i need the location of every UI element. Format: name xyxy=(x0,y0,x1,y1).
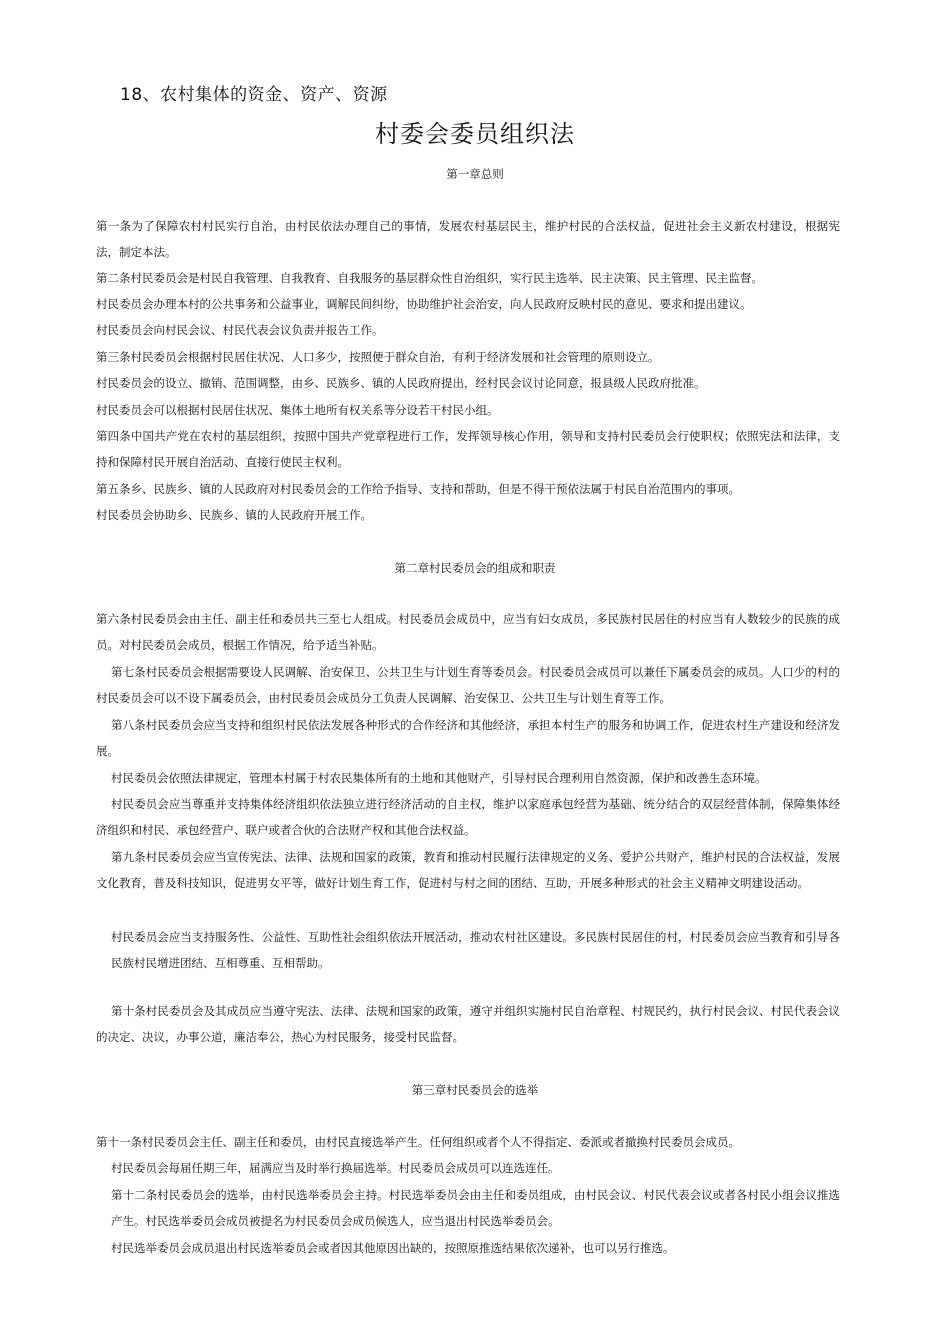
paragraph: 村民委员会办理本村的公共事务和公益事业，调解民间纠纷，协助维护社会治安，向人民政府反映村民的意见、要求和提出建议。 xyxy=(96,297,752,311)
paragraph: 第一条为了保障农村村民实行自治，由村民依法办理自己的事情，发展农村基层民主，维护村民的合法权益，促进社会主义新农村建设，根据宪法，制定本法。 xyxy=(96,219,840,259)
paragraph: 第六条村民委员会由主任、副主任和委员共三至七人组成。村民委员会成员中，应当有妇女成员，多民族村民居住的村应当有人数较少的民族的成员。对村民委员会成员，根据工作情况，给予适当补贴。 xyxy=(96,612,840,652)
paragraph: 村民委员会的设立、撤销、范围调整，由乡、民族乡、镇的人民政府提出，经村民会议讨论同意，报县级人民政府批准。 xyxy=(96,376,706,390)
paragraph: 第五条乡、民族乡、镇的人民政府对村民委员会的工作给予指导、支持和帮助，但是不得干预依法属于村民自治范围内的事项。 xyxy=(96,482,740,496)
paragraph: 第十条村民委员会及其成员应当遵守宪法、法律、法规和国家的政策，遵守并组织实施村民自治章程、村规民约，执行村民会议、村民代表会议的决定、决议，办事公道，廉洁奉公，热心为村民服务，接受村民监督。 xyxy=(96,1004,840,1044)
paragraph: 村民委员会应当支持服务性、公益性、互助性社会组织依法开展活动，推动农村社区建设。多民族村民居住的村，村民委员会应当教育和引导各民族村民增进团结、互相尊重、互相帮助。 xyxy=(111,930,840,970)
paragraph: 村民选举委员会成员退出村民选举委员会或者因其他原因出缺的，按照原推选结果依次递补，也可以另行推选。 xyxy=(111,1241,675,1255)
chapter-heading: 第三章村民委员会的选举 xyxy=(411,1083,539,1097)
paragraph: 第三条村民委员会根据村民居住状况、人口多少，按照便于群众自治，有利于经济发展和社会管理的原则设立。 xyxy=(96,350,660,364)
paragraph: 第九条村民委员会应当宣传宪法、法律、法规和国家的政策，教育和推动村民履行法律规定的义务、爱护公共财产，维护村民的合法权益，发展文化教育，普及科技知识，促进男女平等，做好计划生育工作，促进村与村之间的团结、互助，开展多种形式的社会主义精神文明建设活动。 xyxy=(96,850,840,890)
paragraph: 村民委员会依照法律规定，管理本村属于村农民集体所有的土地和其他财产，引导村民合理利用自然资源，保护和改善生态环境。 xyxy=(111,771,767,785)
paragraph: 第十一条村民委员会主任、副主任和委员，由村民直接选举产生。任何组织或者个人不得指定、委派或者撤换村民委员会成员。 xyxy=(96,1135,740,1149)
paragraph: 第四条中国共产党在农村的基层组织，按照中国共产党章程进行工作，发挥领导核心作用，领导和支持村民委员会行使职权；依照宪法和法律，支持和保障村民开展自治活动、直接行使民主权利。 xyxy=(96,429,840,469)
paragraph: 村民委员会每届任期三年，届满应当及时举行换届选举。村民委员会成员可以连选连任。 xyxy=(111,1161,560,1175)
paragraph: 第八条村民委员会应当支持和组织村民依法发展各种形式的合作经济和其他经济，承担本村生产的服务和协调工作，促进农村生产建设和经济发展。 xyxy=(96,718,840,758)
paragraph: 村民委员会向村民会议、村民代表会议负责并报告工作。 xyxy=(96,323,384,337)
paragraph: 第七条村民委员会根据需要设人民调解、治安保卫、公共卫生与计划生育等委员会。村民委员会成员可以兼任下属委员会的成员。人口少的村的村民委员会可以不设下属委员会，由村民委员会成员分工负责人民调解、治安保卫、公共卫生与计划生育等工作。 xyxy=(96,665,840,705)
paragraph: 村民委员会协助乡、民族乡、镇的人民政府开展工作。 xyxy=(96,508,372,522)
paragraph: 村民委员会应当尊重并支持集体经济组织依法独立进行经济活动的自主权，维护以家庭承包经营为基础、统分结合的双层经营体制，保障集体经济组织和村民、承包经营户、联户或者合伙的合法财产权和其他合法权益。 xyxy=(96,797,840,837)
section-heading: 18、农村集体的资金、资产、资源 xyxy=(120,85,388,105)
chapter-heading: 第二章村民委员会的组成和职责 xyxy=(394,561,556,575)
chapter-heading: 第一章总则 xyxy=(446,167,504,181)
paragraph: 第二条村民委员会是村民自我管理、自我教育、自我服务的基层群众性自治组织，实行民主选举、民主决策、民主管理、民主监督。 xyxy=(96,271,763,285)
document-title: 村委会委员组织法 xyxy=(375,120,575,148)
paragraph: 村民委员会可以根据村民居住状况、集体土地所有权关系等分设若干村民小组。 xyxy=(96,403,499,417)
paragraph: 第十二条村民委员会的选举，由村民选举委员会主持。村民选举委员会由主任和委员组成，由村民会议、村民代表会议或者各村民小组会议推选产生。村民选举委员会成员被提名为村民委员会成员候选人，应当退出村民选举委员会。 xyxy=(111,1188,840,1228)
